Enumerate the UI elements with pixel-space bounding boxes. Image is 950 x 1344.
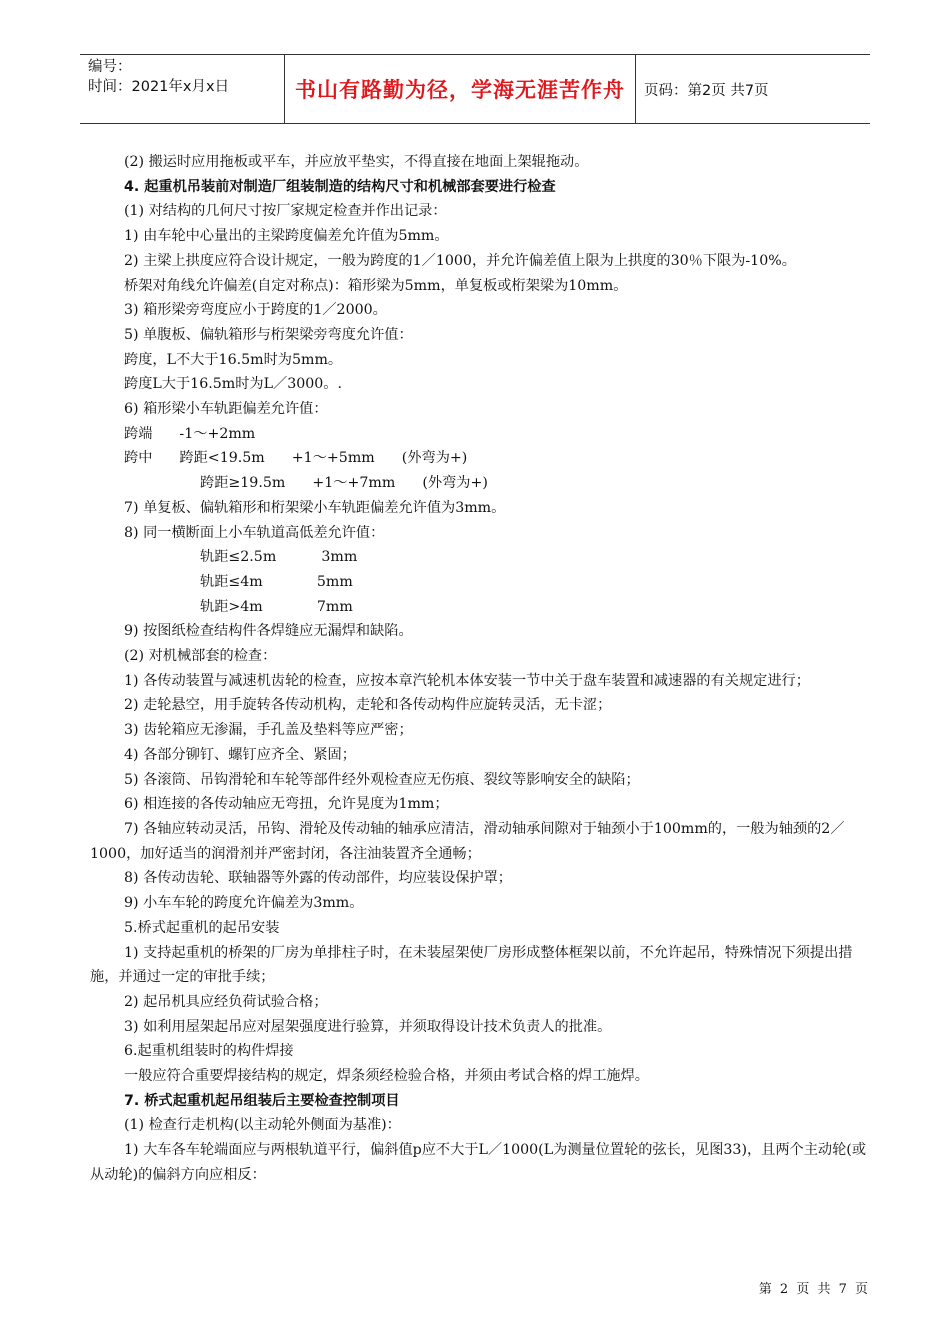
paragraph: 3) 箱形梁旁弯度应小于跨度的1／2000。 — [124, 302, 387, 319]
tolerance-row: 跨中 跨距<19.5m +1～+5mm (外弯为+) — [124, 450, 468, 467]
paragraph: 2) 走轮悬空，用手旋转各传动机构，走轮和各传动构件应旋转灵活，无卡涩； — [124, 697, 612, 714]
paragraph: (2) 对机械部套的检查： — [124, 648, 277, 665]
paragraph: 桥架对角线允许偏差(自定对称点)：箱形梁为5mm，单复板或桁架梁为10mm。 — [124, 277, 628, 294]
paragraph: 1) 各传动装置与减速机齿轮的检查，应按本章汽轮机本体安装一节中关于盘车装置和减速器的有关规定进行； — [124, 672, 810, 689]
paragraph: 6) 相连接的各传动轴应无弯扭，允许晃度为1mm； — [124, 796, 449, 813]
paragraph: 9) 按图纸检查结构件各焊缝应无漏焊和缺陷。 — [124, 623, 413, 640]
page-header — [80, 54, 870, 124]
paragraph: 1) 由车轮中心量出的主梁跨度偏差允许值为5mm。 — [124, 228, 449, 245]
paragraph: 跨度L大于16.5m时为L／3000。. — [124, 376, 343, 393]
section-heading: 5.桥式起重机的起吊安装 — [124, 919, 280, 936]
paragraph: 5) 单腹板、偏轨箱形与桁架梁旁弯度允许值： — [124, 326, 413, 343]
paragraph: 跨度，L不大于16.5m时为5mm。 — [124, 351, 343, 368]
document-body — [90, 150, 866, 1188]
paragraph: 7) 各轴应转动灵活，吊钩、滑轮及传动轴的轴承应清洁，滑动轴承间隙对于轴颈小于100mm的，一般为轴颈的2／1000，加好适当的润滑剂并严密封闭，各注油装置齐全通畅； — [90, 820, 845, 862]
paragraph: 4) 各部分铆钉、螺钉应齐全、紧固； — [124, 746, 356, 763]
tolerance-row: 跨端 -1～+2mm — [124, 425, 256, 442]
paragraph: 3) 如利用屋架起吊应对屋架强度进行验算，并须取得设计技术负责人的批准。 — [124, 1018, 612, 1035]
header-meta — [80, 55, 284, 123]
tolerance-row: 轨距≤2.5m 3mm — [200, 549, 358, 566]
paragraph: 一般应符合重要焊接结构的规定，焊条须经检验合格，并须由考试合格的焊工施焊。 — [124, 1068, 649, 1085]
section-heading: 7. 桥式起重机起吊组装后主要检查控制项目 — [124, 1092, 400, 1109]
paragraph: 1) 支持起重机的桥架的厂房为单排柱子时，在未装屋架使厂房形成整体框架以前，不允许起吊，特殊情况下须提出措施，并通过一定的审批手续； — [90, 944, 853, 986]
header-motto: 书山有路勤为径，学海无涯苦作舟 — [284, 55, 636, 123]
paragraph: 3) 齿轮箱应无渗漏，手孔盖及垫料等应严密； — [124, 722, 413, 739]
tolerance-row: 轨距≤4m 5mm — [200, 573, 353, 590]
paragraph: 7) 单复板、偏轨箱形和桁架梁小车轨距偏差允许值为3mm。 — [124, 499, 506, 516]
paragraph: 8) 同一横断面上小车轨道高低差允许值： — [124, 524, 385, 541]
paragraph: (1) 对结构的几何尺寸按厂家规定检查并作出记录： — [124, 203, 447, 220]
document-time: 时间：2021年x月x日 — [88, 79, 230, 95]
tolerance-row: 轨距>4m 7mm — [200, 598, 353, 615]
paragraph: 1) 大车各车轮端面应与两根轨道平行，偏斜值p应不大于L／1000(L为测量位置轮的弦长，见图33)，且两个主动轮(或从动轮)的偏斜方向应相反： — [90, 1142, 867, 1183]
page-footer: 第 2 页 共 7 页 — [758, 1282, 870, 1297]
paragraph: 2) 起吊机具应经负荷试验合格； — [124, 993, 328, 1010]
paragraph: (2) 搬运时应用拖板或平车，并应放平垫实，不得直接在地面上架辊拖动。 — [124, 154, 589, 170]
section-heading: 6.起重机组装时的构件焊接 — [124, 1043, 294, 1060]
section-heading: 4. 起重机吊装前对制造厂组装制造的结构尺寸和机械部套要进行检查 — [124, 178, 556, 195]
paragraph: (1) 检查行走机构(以主动轮外侧面为基准)： — [124, 1117, 401, 1134]
paragraph: 5) 各滚筒、吊钩滑轮和车轮等部件经外观检查应无伤痕、裂纹等影响安全的缺陷； — [124, 771, 640, 788]
header-page-info: 页码：第2页 共7页 — [644, 82, 769, 99]
document-number-label: 编号： — [88, 59, 132, 75]
tolerance-row: 跨距≥19.5m +1～+7mm (外弯为+) — [200, 475, 488, 492]
paragraph: 6) 箱形梁小车轨距偏差允许值： — [124, 401, 328, 418]
paragraph: 8) 各传动齿轮、联轴器等外露的传动部件，均应装设保护罩； — [124, 870, 512, 887]
paragraph: 2) 主梁上拱度应符合设计规定，一般为跨度的1／1000，并允许偏差值上限为上拱度的30％下限为-10%。 — [124, 252, 796, 269]
paragraph: 9) 小车车轮的跨度允许偏差为3mm。 — [124, 895, 364, 912]
